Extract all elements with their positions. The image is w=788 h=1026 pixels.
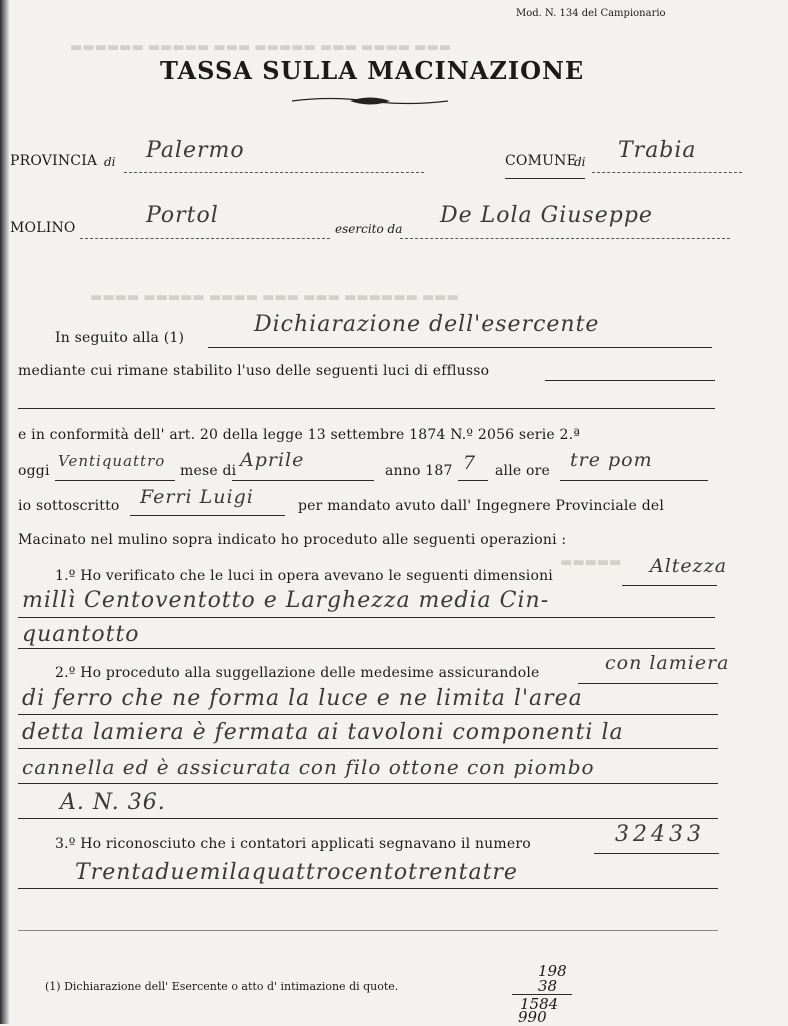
bleed-through: ▬▬▬ ▬▬▬▬▬▬ ▬▬▬ ▬▬▬ ▬▬▬▬ ▬▬▬▬▬ ▬▬▬▬: [90, 290, 459, 305]
esercito-label: esercito da: [335, 222, 403, 236]
ore-value: tre pom: [570, 449, 653, 471]
blank-line: [18, 408, 715, 409]
mese-label: mese di: [180, 463, 237, 479]
op1-hand2: millì Centoventotto e Larghezza media Cin-: [22, 588, 550, 613]
bleed-through: ▬▬▬▬▬: [560, 555, 622, 570]
title-ornament: [290, 94, 450, 108]
op2-hand1: con lamiera: [605, 652, 730, 674]
op3-hand: Trentaduemilaquattrocentotrentatre: [75, 860, 518, 885]
calc-n1: 198: [538, 962, 567, 980]
ore-label: alle ore: [495, 463, 551, 479]
op1-hand1: Altezza: [650, 555, 728, 577]
comune-di: di: [574, 155, 586, 169]
anno-line: [458, 480, 488, 481]
op3-line2: [18, 888, 718, 889]
op2-hand3: detta lamiera è fermata ai tavoloni componenti la: [22, 720, 624, 745]
ore-line: [560, 480, 708, 481]
anno-value: 7: [463, 452, 477, 474]
seguito-value: Dichiarazione dell'esercente: [254, 312, 600, 337]
op3-label: 3.º Ho riconosciuto che i contatori applicati segnavano il numero: [55, 836, 531, 852]
footnote: (1) Dichiarazione dell' Esercente o atto d' intimazione di quote.: [45, 980, 399, 993]
comune-label: COMUNE: [505, 153, 577, 169]
comune-line: [592, 172, 742, 173]
op2-hand5: A. N. 36.: [60, 790, 166, 815]
op1-line3: [18, 648, 715, 649]
op2-line3: [18, 748, 718, 749]
seguito-label: In seguito alla (1): [55, 330, 185, 346]
provincia-value: Palermo: [146, 138, 245, 163]
anno-label: anno 187: [385, 463, 453, 479]
provincia-line: [124, 172, 424, 173]
model-number: Mod. N. 134 del Campionario: [516, 8, 666, 19]
esercito-line: [400, 238, 730, 239]
calc-n4: 990: [518, 1008, 547, 1026]
op2-line2: [18, 714, 718, 715]
blank-line: [18, 930, 718, 931]
mediante-line: [545, 380, 715, 381]
conformita-text: e in conformità dell' art. 20 della legge 13 settembre 1874 N.º 2056 serie 2.ª: [18, 427, 581, 443]
mediante-text: mediante cui rimane stabilito l'uso delle seguenti luci di efflusso: [18, 363, 490, 379]
molino-label: MOLINO: [10, 220, 76, 236]
comune-underline: [505, 178, 585, 179]
oggi-label: oggi: [18, 463, 50, 479]
macinato-text: Macinato nel mulino sopra indicato ho proceduto alle seguenti operazioni :: [18, 532, 567, 548]
page-title: TASSA SULLA MACINAZIONE: [160, 56, 585, 85]
oggi-value: Ventiquattro: [58, 452, 166, 470]
scan-edge: [0, 0, 9, 1024]
bleed-through: ▬▬▬ ▬▬▬▬ ▬▬▬ ▬▬▬▬▬ ▬▬▬ ▬▬▬▬▬ ▬▬▬▬▬▬: [70, 40, 451, 55]
op2-line5: [18, 818, 718, 819]
op2-label: 2.º Ho proceduto alla suggellazione delle medesime assicurandole: [55, 665, 540, 681]
io-line: [130, 515, 285, 516]
op1-line1: [622, 585, 717, 586]
op1-label: 1.º Ho verificato che le luci in opera avevano le seguenti dimensioni: [55, 568, 553, 584]
io-value: Ferri Luigi: [140, 486, 254, 508]
op1-line2: [18, 617, 715, 618]
molino-value: Portol: [146, 203, 219, 228]
io-label: io sottoscritto: [18, 498, 120, 514]
mese-line: [232, 480, 374, 481]
op3-line1: [594, 853, 719, 854]
calc-n3: 1584: [520, 995, 559, 1013]
seguito-line: [208, 347, 712, 348]
esercito-value: De Lola Giuseppe: [440, 203, 653, 228]
op1-hand3: quantotto: [22, 622, 140, 647]
op2-line1: [578, 683, 718, 684]
mese-value: Aprile: [240, 449, 305, 471]
provincia-di: di: [104, 155, 116, 169]
op3-value: 32433: [615, 822, 705, 847]
molino-line: [80, 238, 330, 239]
provincia-label: PROVINCIA: [10, 153, 98, 169]
calc-n2: 38: [538, 977, 558, 995]
op2-hand4: cannella ed è assicurata con filo ottone con piombo: [22, 755, 595, 779]
comune-value: Trabia: [618, 138, 697, 163]
oggi-line: [55, 480, 175, 481]
op2-line4: [18, 783, 718, 784]
op2-hand2: di ferro che ne forma la luce e ne limita l'area: [22, 686, 583, 711]
mandato-text: per mandato avuto dall' Ingegnere Provinciale del: [298, 498, 665, 514]
